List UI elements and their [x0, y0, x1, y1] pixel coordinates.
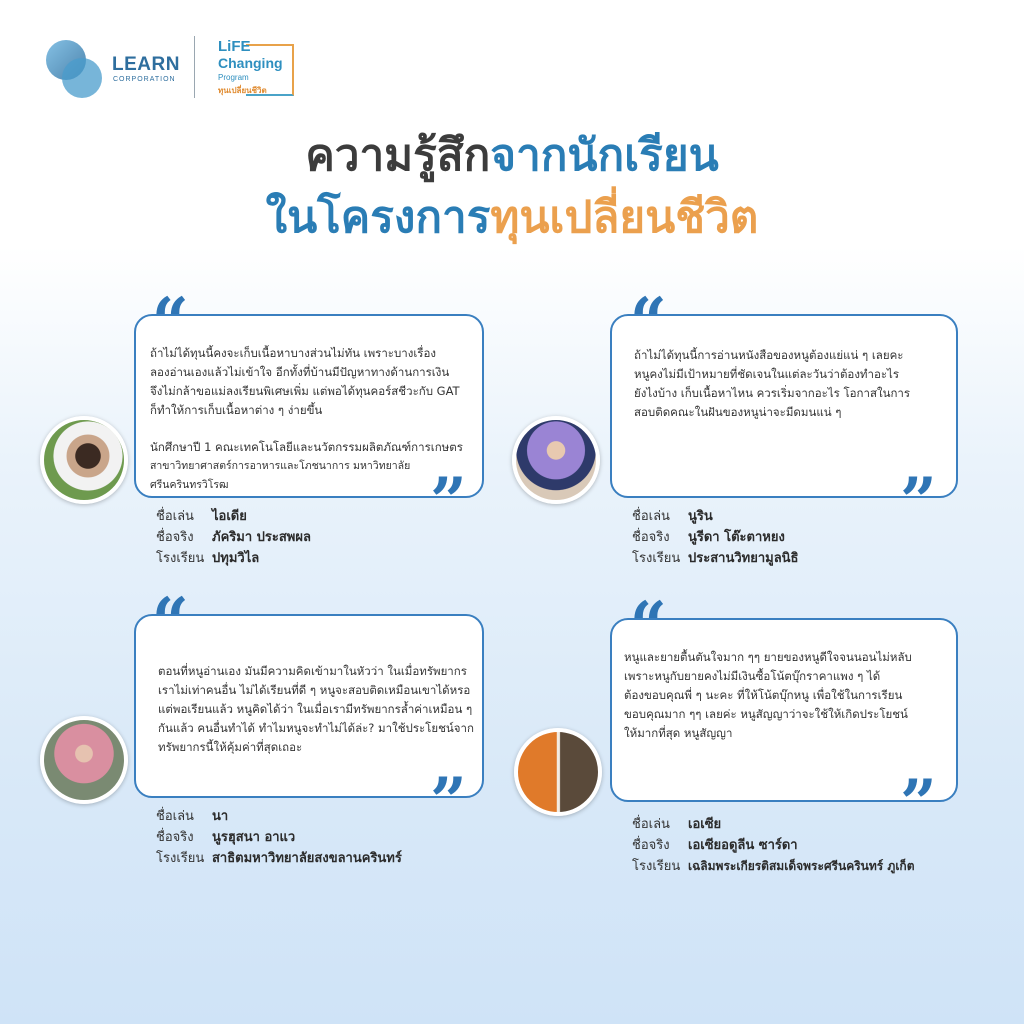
- nickname-value: ไอเดีย: [212, 509, 247, 524]
- testimonial-text: [158, 662, 482, 757]
- student-info: [632, 814, 914, 877]
- testimonial-text: [634, 346, 954, 422]
- text-line: สอบติดคณะในฝันของหนูน่าจะมีดมนแน่ ๆ: [634, 405, 842, 419]
- text-line: แต่พอเรียนแล้ว หนูคิดได้ว่า ในเมื่อเรามีทรัพยากรล้ำค่าเหมือน ๆ: [158, 702, 473, 716]
- school-row: [156, 548, 311, 569]
- header-divider: [194, 36, 195, 98]
- text-line: ถ้าไม่ได้ทุนนี้คงจะเก็บเนื้อหาบางส่วนไม่ทัน เพราะบางเรื่อง: [150, 346, 436, 360]
- title-part: ทุนเปลี่ยนชีวิต: [490, 192, 759, 243]
- student-info: [156, 806, 402, 869]
- nickname-label: ชื่อเล่น: [156, 509, 194, 524]
- close-quote-icon: ”: [900, 464, 937, 539]
- text-line: ต้องขอบคุณพี่ ๆ นะคะ ที่ให้โน้ตบุ๊กหนู เพื่อใช้ในการเรียน: [624, 688, 903, 702]
- realname-label: ชื่อจริง: [632, 530, 670, 545]
- text-line: สาขาวิทยาศาสตร์การอาหารและโภชนาการ มหาวิทยาลัยศรีนครินทรวิโรฒ: [150, 460, 411, 491]
- nickname-row: [156, 506, 311, 527]
- text-line: นักศึกษาปี 1 คณะเทคโนโลยีและนวัตกรรมผลิตภัณฑ์การเกษตร: [150, 440, 463, 454]
- nickname-value: นูริน: [688, 509, 713, 524]
- text-line: จึงไม่กล้าขอแม่ลงเรียนพิเศษเพิ่ม แต่พอได้ทุนคอร์สชีวะกับ GAT: [150, 384, 460, 398]
- school-label: โรงเรียน: [632, 859, 681, 874]
- text-line: ทรัพยากรนี้ให้คุ้มค่าที่สุดเถอะ: [158, 740, 303, 754]
- text-line: ขอบคุณมาก ๆๆ เลยค่ะ หนูสัญญาว่าจะใช้ให้เกิดประโยชน์: [624, 707, 908, 721]
- nickname-row: [632, 506, 798, 527]
- nickname-row: [632, 814, 914, 835]
- title-part: ความรู้สึก: [305, 130, 491, 181]
- realname-value: เอเซียอดูลีน ซาร์ดา: [688, 838, 798, 853]
- school-value: เฉลิมพระเกียรติสมเด็จพระศรีนครินทร์ ภูเก็ต: [688, 859, 915, 873]
- page-title-line2: [0, 192, 1024, 245]
- life-logo-line3: Program: [218, 73, 249, 82]
- close-quote-icon: ”: [430, 764, 467, 839]
- text-line: หนูคงไม่มีเป้าหมายที่ชัดเจนในแต่ละวันว่าต้องทำอะไร: [634, 367, 900, 381]
- text-line: ตอนที่หนูอ่านเอง มันมีความคิดเข้ามาในหัวว่า ในเมื่อทรัพยากร: [158, 664, 467, 678]
- realname-label: ชื่อจริง: [156, 530, 194, 545]
- student-photo-avatar: [512, 416, 600, 504]
- nickname-label: ชื่อเล่น: [156, 809, 194, 824]
- life-logo-line1: LiFE: [218, 38, 251, 55]
- testimonial-text: [150, 344, 476, 495]
- realname-value: นูรีดา โต๊ะตาหยง: [688, 530, 785, 545]
- close-quote-icon: ”: [900, 766, 937, 841]
- life-changing-logo: [212, 36, 302, 100]
- learn-logo-icon: [44, 38, 106, 100]
- text-line: เพราะหนูกับยายคงไม่มีเงินซื้อโน้ตบุ๊กราคาแพง ๆ ได้: [624, 669, 881, 683]
- nickname-value: เอเซีย: [688, 817, 722, 832]
- nickname-row: [156, 806, 402, 827]
- text-line: กันแล้ว คนอื่นทำได้ ทำไมหนูจะทำไม่ได้ล่ะ? มาใช้ประโยชน์จาก: [158, 721, 474, 735]
- student-photo-avatar: [514, 728, 602, 816]
- school-label: โรงเรียน: [156, 551, 205, 566]
- life-logo-line2: Changing: [218, 55, 283, 71]
- testimonial-text: [624, 648, 954, 743]
- text-line: ถ้าไม่ได้ทุนนี้การอ่านหนังสือของหนูต้องแย่แน่ ๆ เลยคะ: [634, 348, 904, 362]
- realname-label: ชื่อจริง: [632, 838, 670, 853]
- school-row: [156, 848, 402, 869]
- school-value: ปทุมวิไล: [212, 551, 260, 566]
- student-photo-avatar: [40, 716, 128, 804]
- student-photo-avatar: [40, 416, 128, 504]
- title-part: จากนักเรียน: [490, 130, 719, 181]
- nickname-label: ชื่อเล่น: [632, 817, 670, 832]
- realname-value: นูรฮุสนา อาแว: [212, 830, 296, 845]
- school-label: โรงเรียน: [156, 851, 205, 866]
- realname-row: [156, 827, 402, 848]
- text-line: ก็ทำให้การเก็บเนื้อหาต่าง ๆ ง่ายขึ้น: [150, 403, 323, 417]
- school-row: [632, 856, 914, 877]
- learn-name: LEARN: [112, 54, 180, 75]
- text-line: ลองอ่านเองแล้วไม่เข้าใจ อีกทั้งที่บ้านมีปัญหาทางด้านการเงิน: [150, 365, 450, 379]
- realname-row: [632, 835, 914, 856]
- student-info: [156, 506, 311, 569]
- text-line: เราไม่เท่าคนอื่น ไม่ได้เรียนที่ดี ๆ หนูจะสอบติดเหมือนเขาได้หรอ: [158, 683, 471, 697]
- learn-corporation-logo: [44, 38, 180, 102]
- school-value: สาธิตมหาวิทยาลัยสงขลานครินทร์: [212, 851, 402, 866]
- text-line: ให้มากที่สุด หนูสัญญา: [624, 726, 733, 740]
- student-info: [632, 506, 798, 569]
- school-value: ประสานวิทยามูลนิธิ: [688, 551, 799, 566]
- life-logo-line4: ทุนเปลี่ยนชีวิต: [218, 86, 267, 95]
- text-line: หนูและยายตื้นตันใจมาก ๆๆ ยายของหนูดีใจจนนอนไม่หลับ: [624, 650, 912, 664]
- school-row: [632, 548, 798, 569]
- nickname-value: นา: [212, 809, 229, 824]
- nickname-label: ชื่อเล่น: [632, 509, 670, 524]
- realname-value: ภัคริมา ประสพผล: [212, 530, 311, 545]
- realname-row: [632, 527, 798, 548]
- realname-label: ชื่อจริง: [156, 830, 194, 845]
- realname-row: [156, 527, 311, 548]
- page-title-line1: [0, 130, 1024, 183]
- learn-subtitle: CORPORATION: [113, 76, 176, 83]
- title-part: ในโครงการ: [265, 192, 491, 243]
- close-quote-icon: ”: [430, 464, 467, 539]
- text-line: ยังไงบ้าง เก็บเนื้อหาไหน ควรเริ่มจากอะไร โอกาสในการ: [634, 386, 911, 400]
- school-label: โรงเรียน: [632, 551, 681, 566]
